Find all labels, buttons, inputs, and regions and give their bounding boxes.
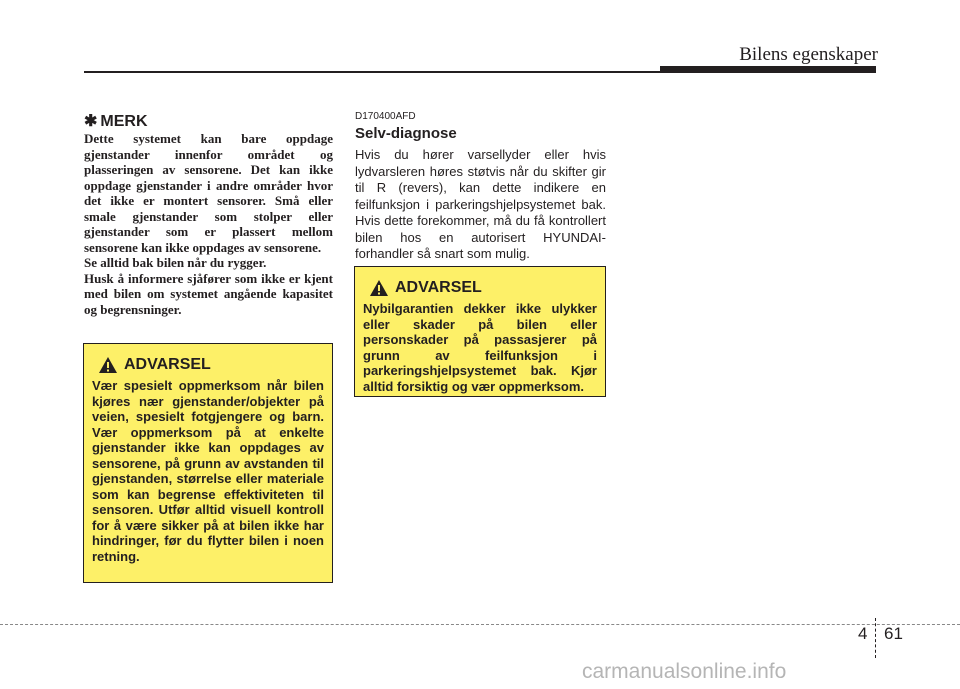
watermark: carmanualsonline.info [582, 660, 787, 683]
header-title: Bilens egenskaper [739, 44, 878, 65]
warning-title: ADVARSEL [395, 279, 482, 296]
footer-divider [0, 624, 960, 625]
note-body [84, 131, 333, 317]
footer-separator [875, 618, 876, 658]
warning-text: Nybilgarantien dekker ikke ulykker eller skader på bilen eller personskader på passasjerer på grunn av feilfunksjon i parkeringshjelpsystemet bak. Kjør alltid forsiktig og vær oppmerksom. [363, 301, 597, 394]
warning-triangle-icon [369, 279, 389, 297]
warning-header [98, 356, 324, 374]
chapter-number: 4 [858, 624, 868, 643]
header-rule [84, 71, 660, 73]
header-rule-thick [660, 66, 876, 73]
note-paragraph: Se alltid bak bilen når du rygger. [84, 255, 267, 270]
note-heading [84, 111, 148, 131]
section-title: Selv-diagnose [355, 125, 457, 142]
note-heading-label: MERK [100, 113, 148, 130]
warning-box-left [83, 343, 333, 583]
page-number: 61 [884, 624, 903, 643]
warning-triangle-icon [98, 356, 118, 374]
note-paragraph: Husk å informere sjåfører som ikke er kjent med bilen om systemet angående kapasitet og begrensninger. [84, 270, 333, 317]
section-body: Hvis du hører varsellyder eller hvis lydvarsleren høres støtvis når du skifter gir til R (revers), kan dette indikere en feilfunksjon i parkeringshjelpsystemet bak. Hvis dette forekommer, må du få kontrollert bilen hos en autorisert HYUNDAI-forhandler så snart som mulig. [355, 147, 606, 261]
warning-header [369, 279, 597, 297]
section-code: D170400AFD [355, 111, 416, 122]
note-star-icon: ✱ [84, 113, 98, 130]
warning-box-right [354, 266, 606, 397]
note-paragraph: Dette systemet kan bare oppdage gjenstander innenfor området og plasseringen av sensorene. Det kan ikke oppdage gjenstander i andre områder hvor det ikke er montert sensorer. Små eller smale gjenstander som stolper eller gjenstander som er plassert mellom sensorene kan ikke oppdages av sensorene. [84, 131, 333, 255]
warning-title: ADVARSEL [124, 356, 211, 373]
warning-text: Vær spesielt oppmerksom når bilen kjøres nær gjenstander/objekter på veien, spesielt fotgjengere og barn. Vær oppmerksom på at enkelte gjenstander ikke kan oppdages av sensorene, på grunn av avstanden til gjenstanden, størrelse eller materiale som kan begrense effektiviteten til sensoren. Utfør alltid visuell kontroll for å være sikker på at bilen ikke har hindringer, før du flytter bilen i noen retning. [92, 378, 324, 564]
